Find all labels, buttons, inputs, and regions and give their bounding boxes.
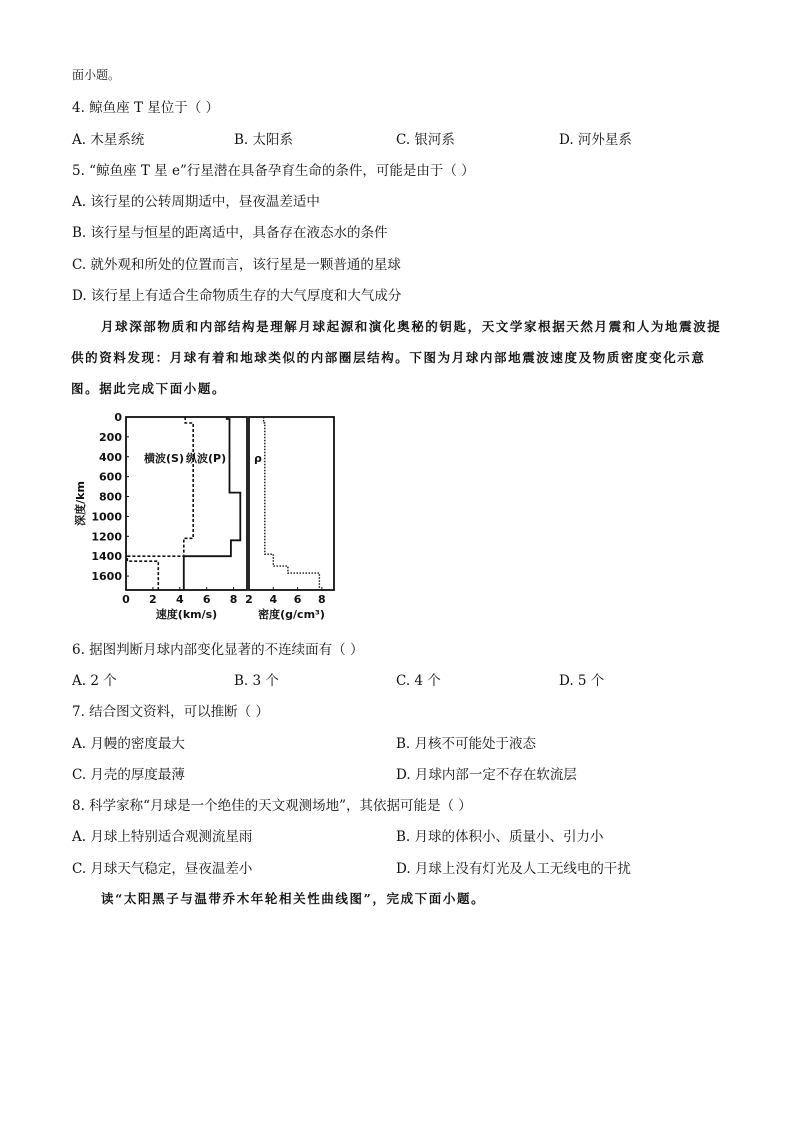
x-tick-label: 6 [293,593,302,606]
x-tick-label: 4 [269,593,278,606]
passage-1-line-3: 图。据此完成下面小题。 [71,381,227,396]
question-6-option-b[interactable]: B. 3 个 [234,673,279,689]
question-7-option-b[interactable]: B. 月核不可能处于液态 [396,736,537,752]
x-axis-title-density: 密度(g/cm³) [258,608,325,621]
p-wave-label: 纵波(P) [186,452,227,465]
question-8-option-b[interactable]: B. 月球的体积小、质量小、引力小 [396,829,604,845]
y-tick-label: 600 [99,470,122,484]
s-wave-label: 横波(S) [144,452,184,465]
question-6-option-d[interactable]: D. 5 个 [559,673,605,689]
question-5-option-b[interactable]: B. 该行星与恒星的距离适中，具备存在液态水的条件 [72,225,388,241]
x-tick-label: 4 [175,593,184,606]
x-tick-label: 6 [202,593,211,606]
y-tick-label: 0 [114,411,122,424]
y-tick-label: 1000 [91,510,122,524]
top-fragment: 面小题。 [72,68,121,82]
question-6-option-a[interactable]: A. 2 个 [72,673,117,689]
question-5-stem: 5. “鲸鱼座 T 星 e”行星潜在具备孕育生命的条件，可能是由于（ ） [72,163,475,179]
y-tick-label: 1400 [91,550,122,564]
question-7-option-c[interactable]: C. 月壳的厚度最薄 [72,767,185,783]
passage-2: 读“太阳黑子与温带乔木年轮相关性曲线图”，完成下面小题。 [101,891,486,906]
question-7-option-d[interactable]: D. 月球内部一定不存在软流层 [396,767,577,783]
moon-interior-figure [72,410,342,634]
question-8-stem: 8. 科学家称“月球是一个绝佳的天文观测场地”，其依据可能是（ ） [72,798,472,814]
question-4-option-a[interactable]: A. 木星系统 [72,132,145,148]
question-6-option-c[interactable]: C. 4 个 [396,673,441,689]
question-8-option-c[interactable]: C. 月球天气稳定，昼夜温差小 [72,861,253,877]
y-tick-label: 1600 [91,570,122,584]
passage-1-line-2: 供的资料发现：月球有着和地球类似的内部圈层结构。下图为月球内部地震波速度及物质密度变化示意 [71,350,706,365]
x-tick-label: 2 [245,593,253,606]
density-label: ρ [254,452,262,465]
panel-frame-density [249,417,334,590]
question-4-option-c[interactable]: C. 银河系 [396,132,455,148]
y-tick-label: 400 [99,450,122,464]
question-6-stem: 6. 据图判断月球内部变化显著的不连续面有（ ） [72,642,364,658]
x-tick-label: 8 [229,593,238,606]
y-tick-label: 800 [99,490,122,504]
question-5-option-a[interactable]: A. 该行星的公转周期适中，昼夜温差适中 [72,194,320,210]
y-tick-label: 200 [99,430,122,444]
question-7-stem: 7. 结合图文资料，可以推断（ ） [72,704,269,720]
series-line-ρ [264,417,320,590]
question-4-option-b[interactable]: B. 太阳系 [234,132,294,148]
moon-seismic-chart [72,410,342,630]
question-8-option-d[interactable]: D. 月球上没有灯光及人工无线电的干扰 [396,861,631,877]
x-tick-label: 8 [318,593,326,606]
passage-1-line-1: 月球深部物质和内部结构是理解月球起源和演化奥秘的钥匙，天文学家根据天然月震和人为地震波提 [101,319,722,334]
y-tick-label: 1200 [91,530,122,544]
y-axis-title: 深度/km [74,481,87,526]
question-8-option-a[interactable]: A. 月球上特别适合观测流星雨 [72,829,253,845]
question-4-option-d[interactable]: D. 河外星系 [559,132,632,148]
question-7-option-a[interactable]: A. 月幔的密度最大 [72,736,185,752]
question-5-option-c[interactable]: C. 就外观和所处的位置而言，该行星是一颗普通的星球 [72,257,401,273]
x-axis-title-velocity: 速度(km/s) [155,608,218,621]
question-5-option-d[interactable]: D. 该行星上有适合生命物质生存的大气厚度和大气成分 [72,288,402,304]
series-line-纵波(P) [184,417,241,590]
x-tick-label: 0 [122,593,130,606]
x-tick-label: 2 [149,593,157,606]
question-4-stem: 4. 鲸鱼座 T 星位于（ ） [72,100,220,116]
